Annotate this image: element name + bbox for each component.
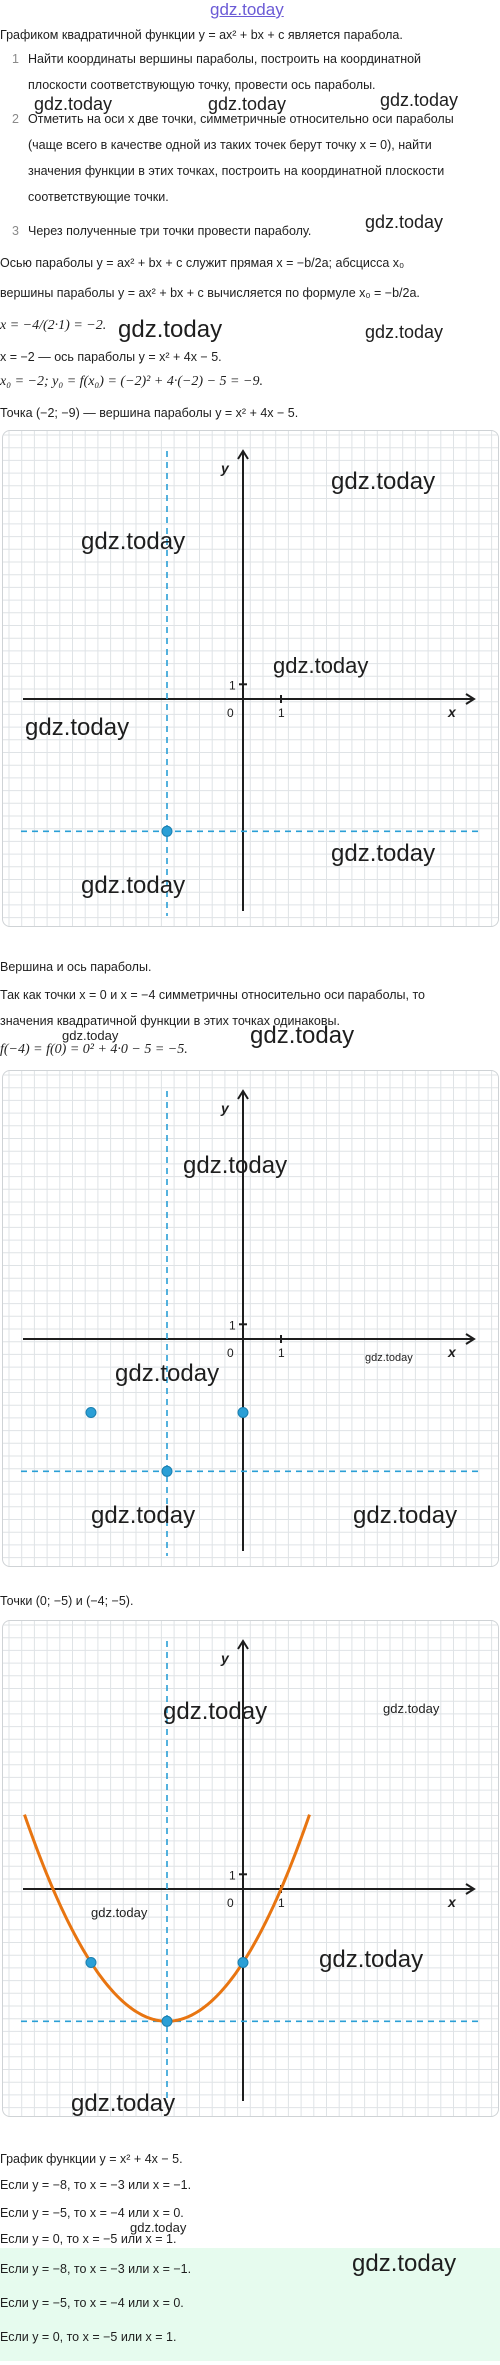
axis-formula-text: Осью параболы y = ax² + bx + c служит прямая x = −b/2a; абсцисса x₀	[0, 256, 405, 270]
step-number: 3	[12, 224, 19, 238]
watermark: gdz.today	[91, 1905, 148, 1920]
symmetry-text: значения квадратичной функции в этих точках одинаковы.	[0, 1014, 340, 1028]
step-text: Отметить на оси x две точки, симметричные относительно оси параболы	[28, 112, 454, 126]
y-axis-label: y	[221, 460, 229, 476]
watermark: gdz.today	[81, 528, 186, 555]
data-point	[86, 1958, 96, 1968]
x-one-label: 1	[278, 1346, 285, 1360]
origin-label: 0	[227, 1346, 234, 1360]
answer: Если y = 0, то x = −5 или x = 1.	[0, 2330, 177, 2344]
caption: Вершина и ось параболы.	[0, 960, 152, 974]
caption: Точки (0; −5) и (−4; −5).	[0, 1594, 134, 1608]
intro-text: Графиком квадратичной функции y = ax² + bx + c является парабола.	[0, 28, 403, 42]
answer: Если y = 0, то x = −5 или x = 1.	[0, 2232, 177, 2246]
chart-two-points	[2, 1070, 499, 1567]
watermark: gdz.today	[130, 2220, 187, 2235]
step-number: 1	[12, 52, 19, 66]
answer: Если y = −8, то x = −3 или x = −1.	[0, 2262, 192, 2276]
origin-label: 0	[227, 706, 234, 720]
chart-vertex-axis	[2, 430, 499, 927]
y-one-label: 1	[229, 1318, 236, 1333]
vertex-text: Точка (−2; −9) — вершина параболы y = x² + 4x − 5.	[0, 406, 299, 420]
watermark: gdz.today	[208, 94, 287, 114]
watermark: gdz.today	[250, 1022, 355, 1049]
data-point	[238, 1408, 248, 1418]
x-axis-label: x	[448, 1344, 456, 1360]
watermark: gdz.today	[331, 468, 436, 495]
watermark: gdz.today	[331, 840, 436, 867]
watermark: gdz.today	[81, 872, 186, 899]
watermark: gdz.today	[115, 1360, 220, 1387]
watermark: gdz.today	[163, 1698, 268, 1725]
step-text: соответствующие точки.	[28, 190, 169, 204]
x-one-label: 1	[278, 1896, 285, 1910]
data-point	[86, 1408, 96, 1418]
calc-f: f(−4) = f(0) = 0² + 4·0 − 5 = −5.	[0, 1042, 188, 1057]
chart-svg	[3, 431, 498, 926]
x-one-label: 1	[278, 706, 285, 720]
data-point	[162, 1466, 172, 1476]
step-text: значения функции в этих точках, построить на координатной плоскости	[28, 164, 445, 178]
symmetry-text: Так как точки x = 0 и x = −4 симметричны относительно оси параболы, то	[0, 988, 426, 1002]
caption: График функции y = x² + 4x − 5.	[0, 2152, 183, 2166]
step-number: 2	[12, 112, 19, 126]
watermark: gdz.today	[62, 1028, 119, 1043]
x-axis-label: x	[448, 704, 456, 720]
watermark: gdz.today	[34, 94, 113, 114]
answer: Если y = −5, то x = −4 или x = 0.	[0, 2206, 184, 2220]
watermark: gdz.today	[380, 90, 459, 110]
y-one-label: 1	[229, 678, 236, 693]
answer: Если y = −8, то x = −3 или x = −1.	[0, 2178, 192, 2192]
step-text: Через полученные три точки провести параболу.	[28, 224, 312, 238]
chart-svg	[3, 1071, 498, 1566]
watermark: gdz.today	[365, 322, 444, 342]
data-point	[238, 1958, 248, 1968]
chart-svg	[3, 1621, 498, 2116]
calc-y0: x₀ = −2; y₀ = f(x₀) = (−2)² + 4·(−2) − 5 = −9.	[0, 374, 263, 389]
data-point	[162, 2016, 172, 2026]
watermark: gdz.today	[353, 1502, 458, 1529]
calc-x0: x = −4/(2·1) = −2.	[0, 318, 107, 333]
answer: Если y = −5, то x = −4 или x = 0.	[0, 2296, 184, 2310]
watermark: gdz.today	[71, 2090, 176, 2116]
watermark: gdz.today	[183, 1152, 288, 1179]
watermark: gdz.today	[273, 653, 369, 678]
watermark: gdz.today	[118, 316, 223, 343]
axis-line-text: x = −2 — ось параболы y = x² + 4x − 5.	[0, 350, 222, 364]
watermark: gdz.today	[383, 1701, 440, 1716]
y-axis-label: y	[221, 1100, 229, 1116]
watermark: gdz.today	[91, 1502, 196, 1529]
origin-label: 0	[227, 1896, 234, 1910]
watermark: gdz.today	[352, 2250, 457, 2277]
watermark: gdz.today	[319, 1946, 424, 1973]
axis-formula-text: вершины параболы y = ax² + bx + c вычисляется по формуле x₀ = −b/2a.	[0, 286, 420, 300]
watermark: gdz.today	[25, 714, 130, 741]
site-logo[interactable]: gdz.today	[210, 0, 284, 19]
data-point	[162, 826, 172, 836]
step-text: плоскости соответствующую точку, провести ось параболы.	[28, 78, 376, 92]
y-one-label: 1	[229, 1868, 236, 1883]
step-text: (чаще всего в качестве одной из таких точек берут точку x = 0), найти	[28, 138, 432, 152]
step-1	[12, 52, 421, 66]
watermark: gdz.today	[365, 212, 444, 232]
watermark: gdz.today	[365, 1352, 413, 1364]
step-3	[12, 224, 311, 238]
chart-parabola	[2, 1620, 499, 2117]
x-axis-label: x	[448, 1894, 456, 1910]
step-text: Найти координаты вершины параболы, построить на координатной	[28, 52, 422, 66]
y-axis-label: y	[221, 1650, 229, 1666]
